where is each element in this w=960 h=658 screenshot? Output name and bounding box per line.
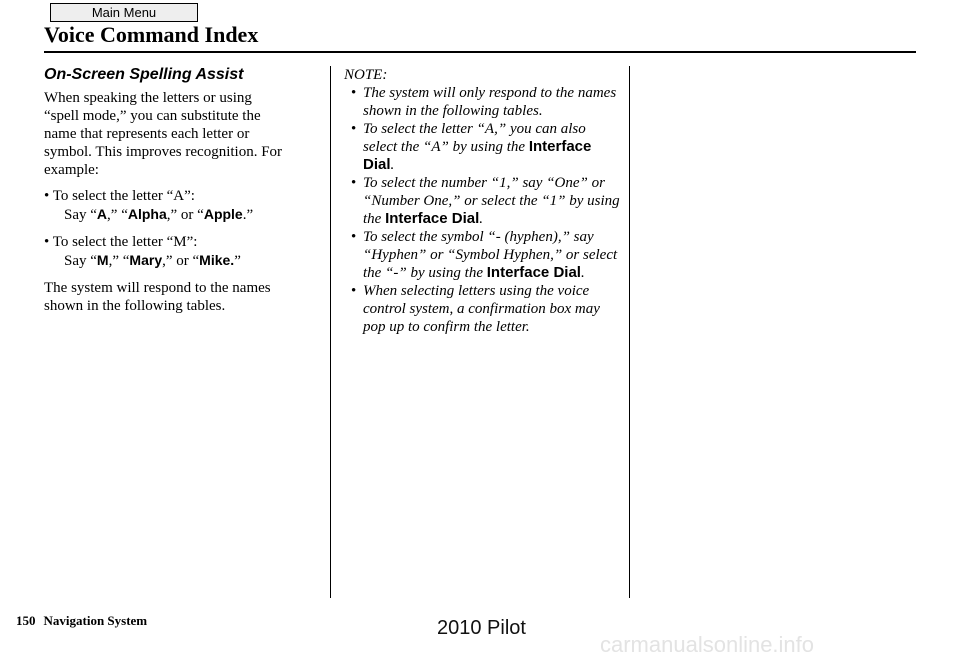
page-number: 150	[16, 613, 36, 628]
model-watermark: 2010 Pilot	[437, 617, 526, 639]
middle-column	[344, 66, 620, 336]
example-bullet-a	[44, 187, 322, 224]
note-item	[344, 84, 620, 120]
note-text: .	[580, 265, 585, 281]
example-bullet-m	[44, 233, 322, 270]
title-rule	[44, 51, 916, 53]
column-divider-left	[330, 66, 331, 598]
column-divider-right	[629, 66, 630, 598]
spell-word: Apple	[203, 206, 243, 222]
page-title: Voice Command Index	[44, 22, 259, 47]
say-text: ,” “	[107, 207, 128, 223]
closing-line: The system will respond to the names	[44, 280, 271, 296]
note-text: The system will only respond to the names shown in the following tables.	[363, 85, 617, 119]
say-text: ,” or “	[166, 207, 204, 223]
note-text: To select the number “1,” say “One” or “Number One,” or select the “1” by using the	[363, 175, 620, 227]
left-column	[44, 66, 322, 315]
say-text: .”	[242, 207, 254, 223]
note-item	[344, 120, 620, 174]
main-menu-button[interactable]: Main Menu	[50, 3, 198, 22]
interface-dial-label: Interface Dial	[486, 264, 581, 281]
note-text: To select the symbol “- (hyphen),” say “Hyphen” or “Symbol Hyphen,” or select the “-” by using the	[363, 229, 618, 281]
say-text: Say “	[64, 207, 97, 223]
intro-line: “spell mode,” you can substitute the	[44, 108, 261, 124]
intro-line: example:	[44, 162, 99, 178]
note-text: .	[479, 211, 484, 227]
intro-line: name that represents each letter or	[44, 126, 250, 142]
bullet-say-line	[44, 205, 322, 224]
section-heading: On-Screen Spelling Assist	[44, 66, 244, 83]
say-text: ”	[234, 253, 241, 269]
interface-dial-label: Interface Dial	[385, 210, 480, 227]
notes-list	[344, 84, 620, 336]
spell-word: A	[96, 206, 108, 222]
note-item	[344, 174, 620, 228]
bullet-icon: •	[351, 229, 357, 245]
bullet-icon: •	[351, 85, 357, 101]
closing-line: shown in the following tables.	[44, 298, 226, 314]
spell-word: Mary	[129, 252, 163, 268]
note-item	[344, 228, 620, 282]
note-text: When selecting letters using the voice control system, a confirmation box may pop up to confirm the letter.	[363, 283, 600, 335]
intro-paragraph	[44, 89, 322, 179]
intro-line: When speaking the letters or using	[44, 90, 252, 106]
bullet-icon: •	[351, 175, 357, 191]
footer-section: Navigation System	[43, 613, 148, 628]
page-footer	[16, 613, 147, 629]
bullet-lead: • To select the letter “M”:	[44, 234, 198, 250]
bullet-icon: •	[351, 283, 357, 299]
bullet-say-line	[44, 251, 322, 270]
spell-word: Mike.	[199, 252, 235, 268]
interface-dial-label: Interface Dial	[363, 138, 592, 173]
note-text: To select the letter “A,” you can also select the “A” by using the	[363, 121, 586, 155]
bullet-icon: •	[351, 121, 357, 137]
site-watermark: carmanualsonline.info	[600, 632, 815, 657]
note-item	[344, 282, 620, 336]
say-text: ,” or “	[162, 253, 200, 269]
say-text: ,” “	[108, 253, 130, 269]
closing-paragraph	[44, 279, 322, 315]
note-label: NOTE:	[344, 67, 388, 83]
note-text: .	[390, 157, 395, 173]
spell-word: Alpha	[127, 206, 167, 222]
intro-line: symbol. This improves recognition. For	[44, 144, 283, 160]
spell-word: M	[96, 252, 109, 268]
bullet-lead: • To select the letter “A”:	[44, 188, 195, 204]
say-text: Say “	[64, 253, 97, 269]
